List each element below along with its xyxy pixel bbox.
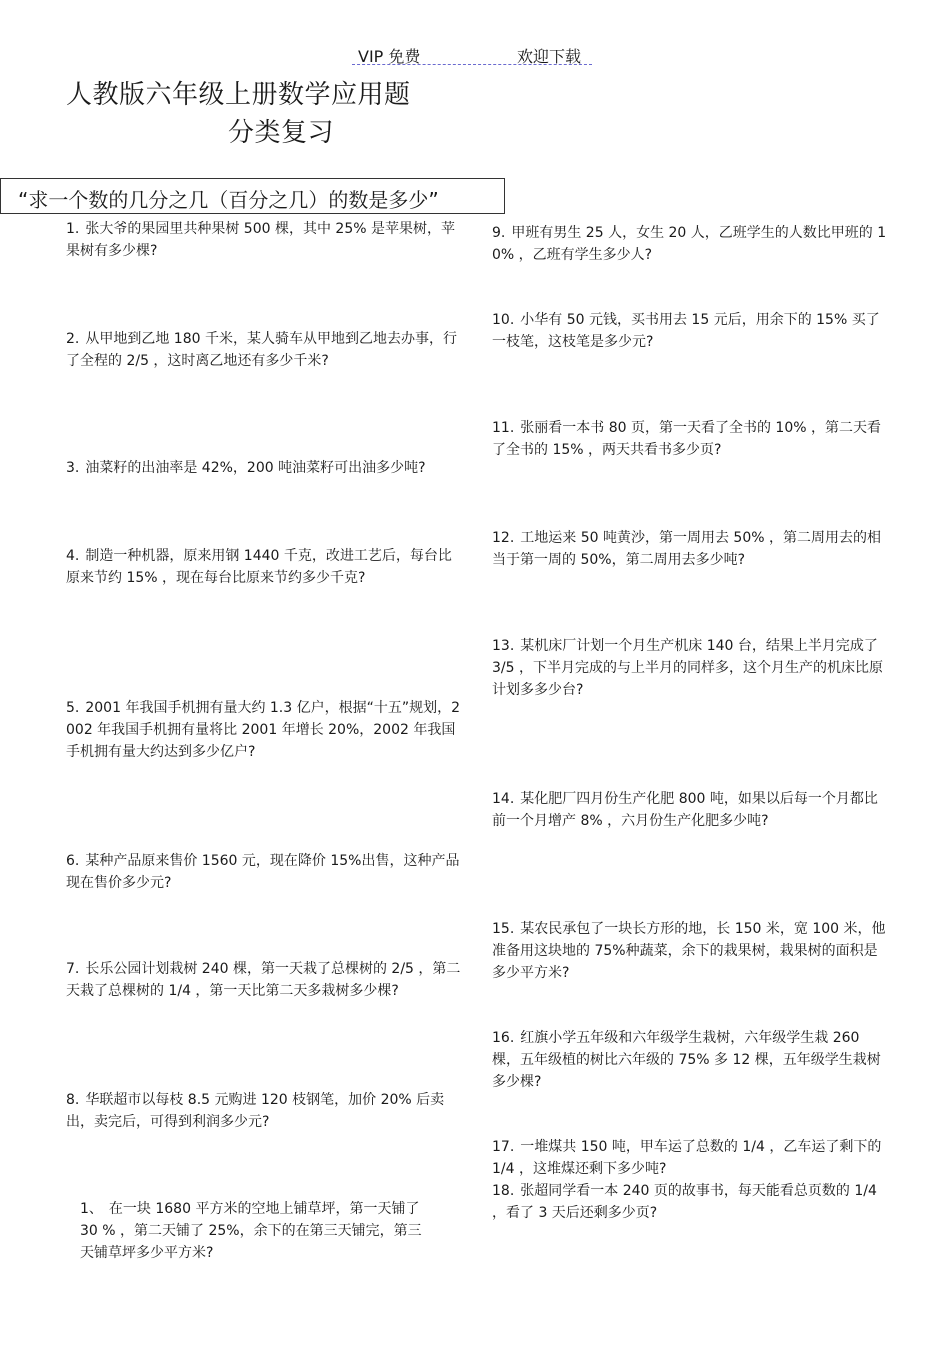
header-divider	[352, 64, 592, 65]
question-number: 11.	[492, 420, 515, 436]
page-title: 人教版六年级上册数学应用题	[66, 80, 411, 110]
question-text: 张丽看一本书 80 页，第一天看了全书的 10% ，第二天看了全书的 15% ，两天共看书多少页?	[492, 420, 881, 458]
question-number: 4.	[66, 548, 80, 564]
question-4	[66, 545, 461, 589]
question-number: 13.	[492, 638, 515, 654]
question-17	[492, 1136, 887, 1180]
question-text: 小华有 50 元钱，买书用去 15 元后，用余下的 15% 买了一枝笔，这枝笔是多少元?	[492, 312, 880, 350]
question-number: 3.	[66, 460, 80, 476]
question-text: 在一块 1680 平方米的空地上铺草坪，第一天铺了 30 % ，第二天铺了 25%，余下的在第三天铺完，第三天铺草坪多少平方米?	[80, 1201, 422, 1261]
question-7	[66, 958, 461, 1002]
question-number: 1、	[80, 1201, 103, 1217]
question-number: 18.	[492, 1183, 515, 1199]
page-subtitle: 分类复习	[228, 118, 335, 148]
question-6	[66, 850, 461, 894]
question-number: 12.	[492, 530, 515, 546]
question-5	[66, 697, 461, 763]
question-2	[66, 328, 461, 372]
question-number: 15.	[492, 921, 515, 937]
question-number: 17.	[492, 1139, 515, 1155]
question-text: 制造一种机器，原来用钢 1440 千克，改进工艺后，每台比原来节约 15% ，现在每台比原来节约多少千克?	[66, 548, 452, 586]
question-10	[492, 309, 887, 353]
question-number: 5.	[66, 700, 80, 716]
question-text: 一堆煤共 150 吨，甲车运了总数的 1/4 ，乙车运了剩下的 1/4 ，这堆煤还剩下多少吨?	[492, 1139, 882, 1177]
question-text: 油菜籽的出油率是 42%，200 吨油菜籽可出油多少吨?	[85, 460, 426, 476]
question-8	[66, 1089, 461, 1133]
question-9	[492, 222, 887, 266]
question-text: 华联超市以每枝 8.5 元购进 120 枝钢笔，加价 20% 后卖出，卖完后，可得到利润多少元?	[66, 1092, 445, 1130]
question-text: 红旗小学五年级和六年级学生栽树，六年级学生栽 260 棵，五年级植的树比六年级的 75% 多 12 棵，五年级学生栽树多少棵?	[492, 1030, 881, 1090]
question-text: 某化肥厂四月份生产化肥 800 吨，如果以后每一个月都比前一个月增产 8% ，六月份生产化肥多少吨?	[492, 791, 878, 829]
question-13	[492, 635, 887, 701]
question-extra-1	[80, 1198, 425, 1264]
question-1	[66, 218, 461, 262]
question-text: 工地运来 50 吨黄沙，第一周用去 50% ，第二周用去的相当于第一周的 50%，第二周用去多少吨?	[492, 530, 881, 568]
question-number: 16.	[492, 1030, 515, 1046]
question-text: 张大爷的果园里共种果树 500 棵，其中 25% 是苹果树，苹果树有多少棵?	[66, 221, 455, 259]
question-number: 10.	[492, 312, 515, 328]
question-11	[492, 417, 887, 461]
header-vip-label: VIP 免费	[358, 47, 421, 66]
question-16	[492, 1027, 887, 1093]
question-text: 2001 年我国手机拥有量大约 1.3 亿户，根据“十五”规划，2002 年我国手机拥有量将比 2001 年增长 20%，2002 年我国手机拥有量大约达到多少亿户?	[66, 700, 461, 760]
question-number: 7.	[66, 961, 80, 977]
question-text: 某机床厂计划一个月生产机床 140 台，结果上半月完成了 3/5 ，下半月完成的与上半月的同样多，这个月生产的机床比原计划多多少台?	[492, 638, 883, 698]
section-title: “求一个数的几分之几（百分之几）的数是多少”	[18, 188, 439, 212]
question-text: 张超同学看一本 240 页的故事书，每天能看总页数的 1/4 ，看了 3 天后还剩多少页?	[492, 1183, 877, 1221]
question-text: 长乐公园计划栽树 240 棵，第一天栽了总棵树的 2/5 ，第二天栽了总棵树的 1/4 ，第一天比第二天多栽树多少棵?	[66, 961, 461, 999]
question-number: 1.	[66, 221, 80, 237]
header-welcome-label: 欢迎下载	[517, 47, 582, 66]
question-number: 2.	[66, 331, 80, 347]
question-text: 某种产品原来售价 1560 元，现在降价 15%出售，这种产品现在售价多少元?	[66, 853, 460, 891]
question-14	[492, 788, 887, 832]
question-3	[66, 457, 461, 479]
question-number: 6.	[66, 853, 80, 869]
question-15	[492, 918, 887, 984]
question-12	[492, 527, 887, 571]
question-number: 14.	[492, 791, 515, 807]
question-text: 甲班有男生 25 人，女生 20 人，乙班学生的人数比甲班的 10% ，乙班有学生多少人?	[492, 225, 887, 263]
question-number: 8.	[66, 1092, 80, 1108]
question-18	[492, 1180, 887, 1224]
question-text: 从甲地到乙地 180 千米，某人骑车从甲地到乙地去办事，行了全程的 2/5 ，这时离乙地还有多少千米?	[66, 331, 457, 369]
question-text: 某农民承包了一块长方形的地，长 150 米，宽 100 米，他准备用这块地的 75%种蔬菜，余下的栽果树，栽果树的面积是多少平方米?	[492, 921, 886, 981]
question-number: 9.	[492, 225, 506, 241]
